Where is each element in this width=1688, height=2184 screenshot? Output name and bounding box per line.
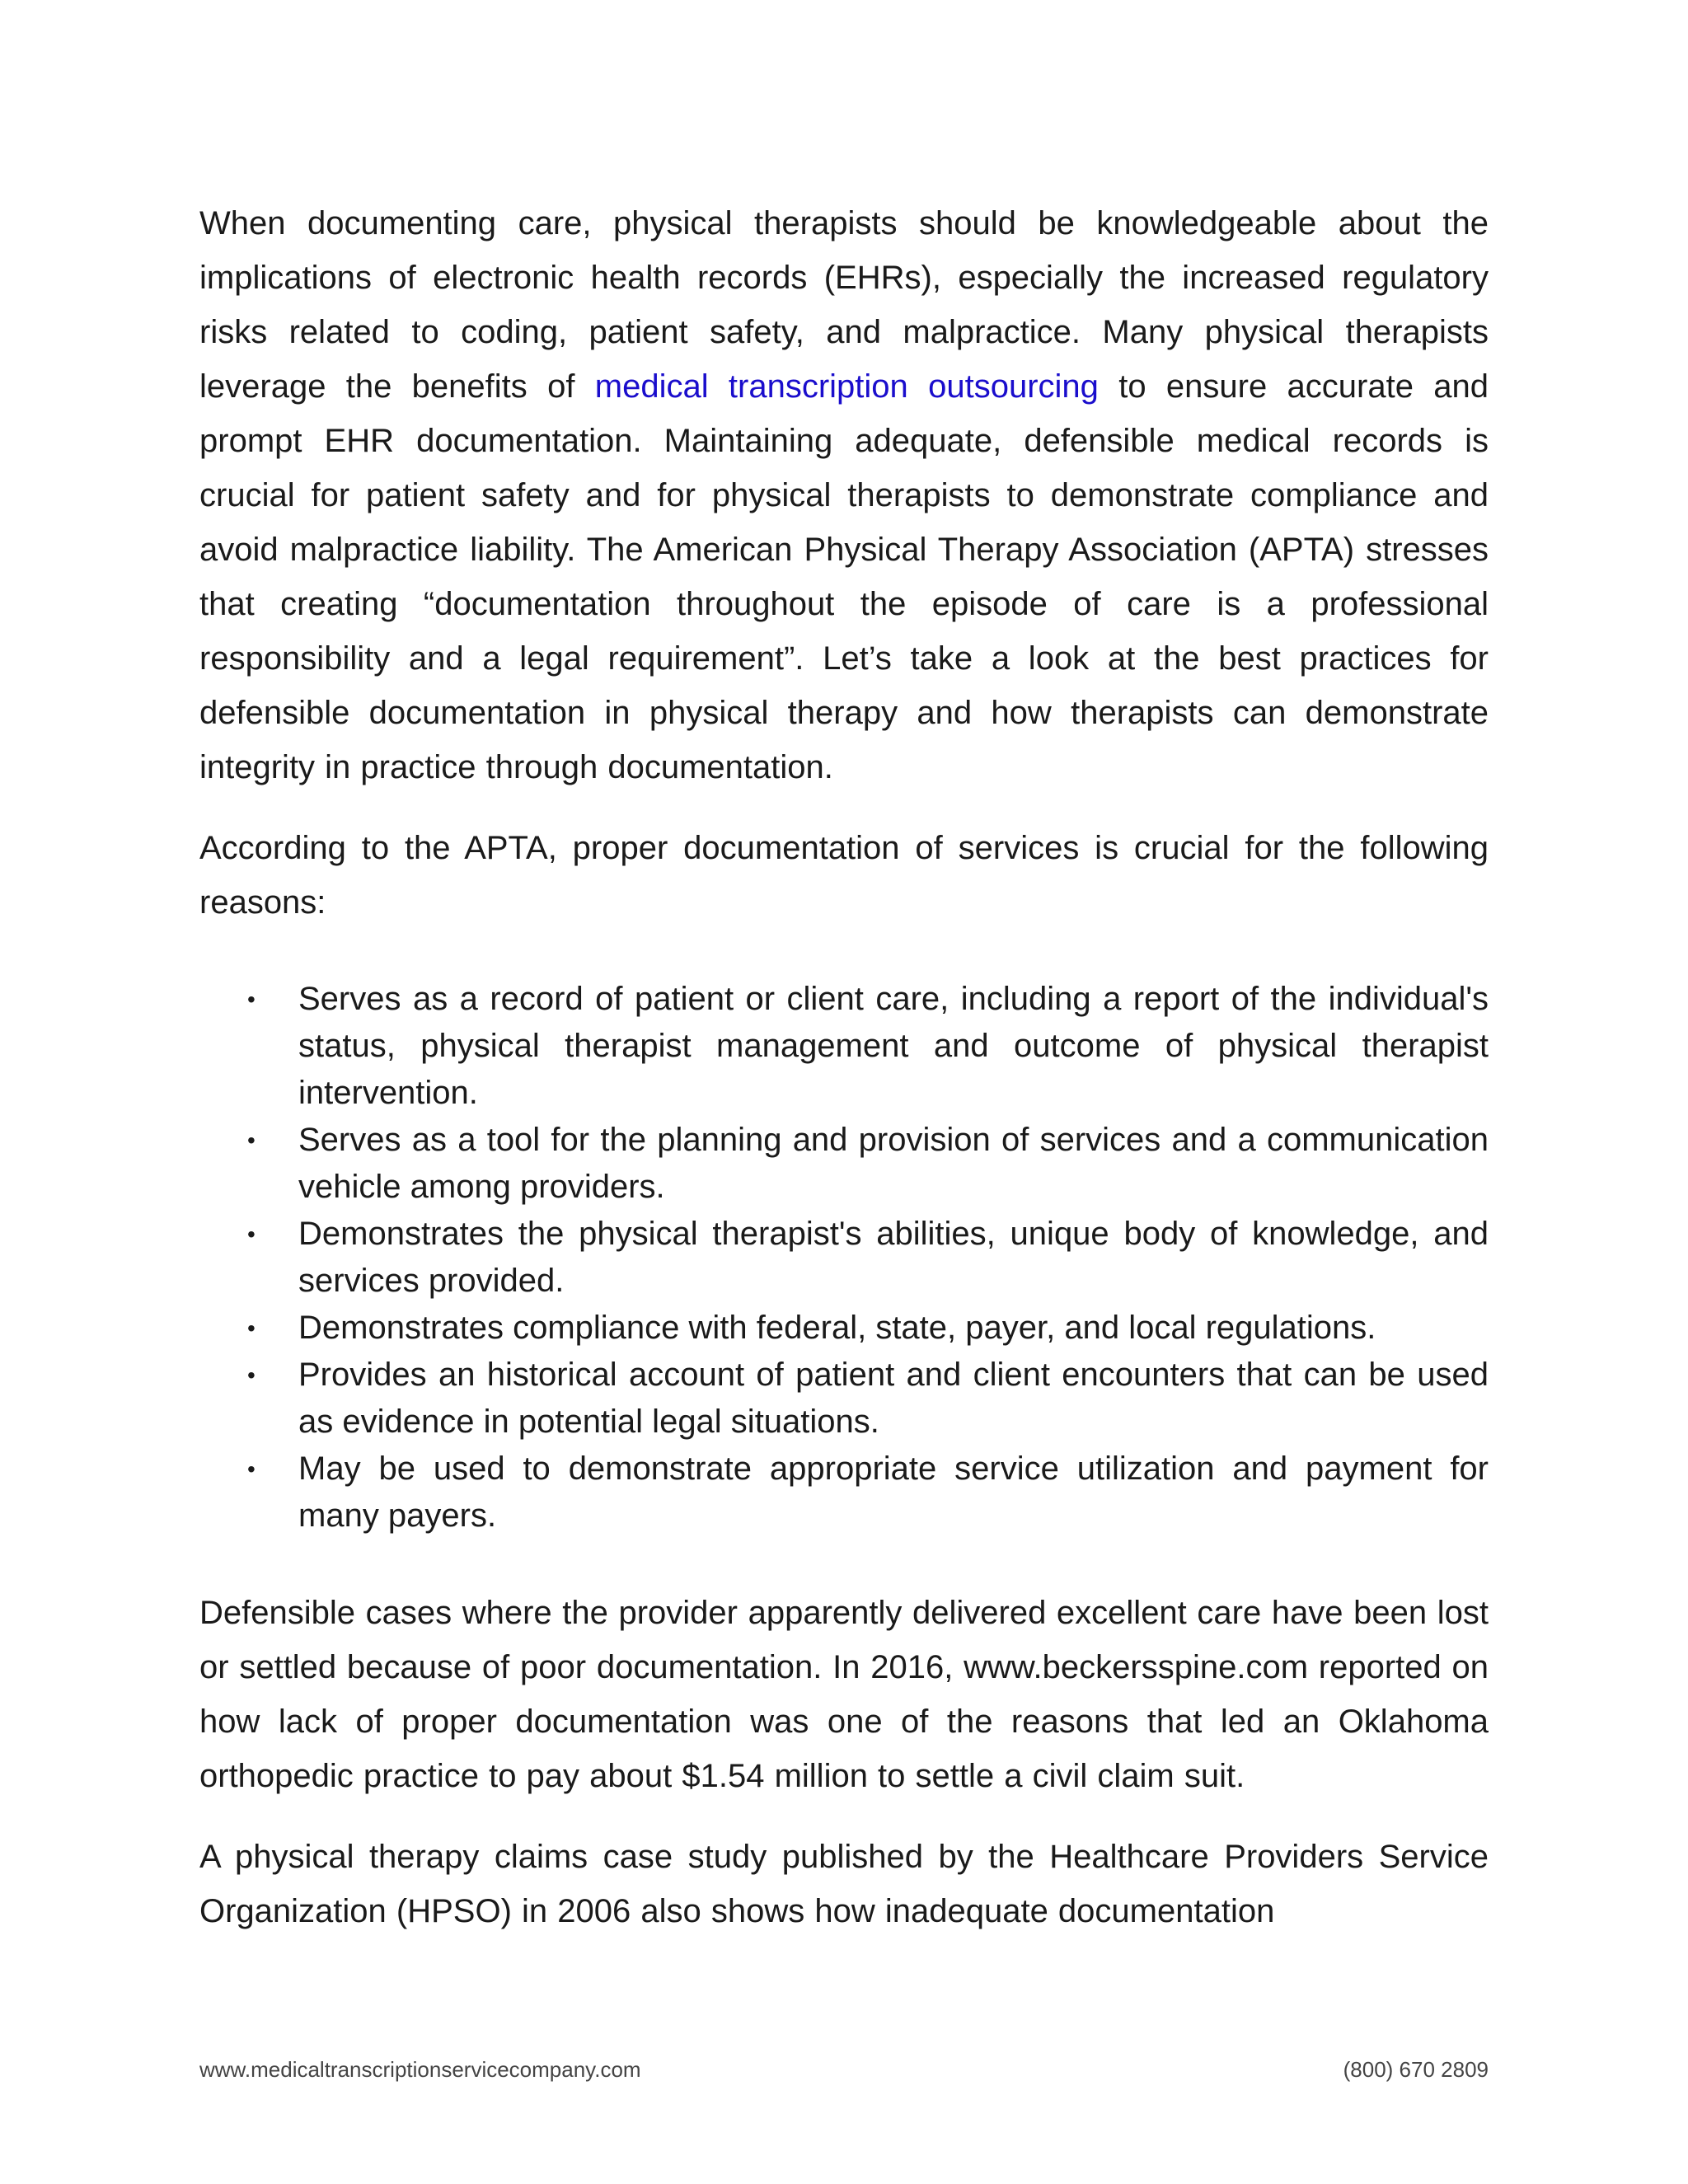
footer-website: www.medicaltranscriptionservicecompany.com bbox=[199, 2057, 641, 2082]
list-item bbox=[199, 1117, 1489, 1211]
bullet-icon: • bbox=[247, 987, 256, 1012]
list-item bbox=[199, 1211, 1489, 1305]
list-item bbox=[199, 1305, 1489, 1352]
list-item-text: Serves as a tool for the planning and provision of services and a communication vehicle among providers. bbox=[298, 1122, 1489, 1205]
medical-transcription-outsourcing-link[interactable]: medical transcription outsourcing bbox=[594, 368, 1099, 405]
hpso-case-study-paragraph: A physical therapy claims case study published by the Healthcare Providers Service Organization (HPSO) in 2006 also shows how inadequate documentation bbox=[199, 1839, 1489, 1929]
footer-phone: (800) 670 2809 bbox=[1343, 2057, 1489, 2082]
document-body bbox=[199, 196, 1489, 1938]
bullet-icon: • bbox=[247, 1127, 256, 1153]
intro-paragraph bbox=[199, 196, 1489, 794]
intro-text-before-link: When documenting care, physical therapists should be knowledgeable about the implications of electronic health records (EHRs), especially the increased regulatory risks related to coding, patient safety, and malpractice. Many physical therapists leverage the benefits of bbox=[199, 205, 1489, 405]
list-item-text: Demonstrates the physical therapist's abilities, unique body of knowledge, and services provided. bbox=[298, 1216, 1489, 1299]
list-item bbox=[199, 1352, 1489, 1446]
reasons-list bbox=[199, 976, 1489, 1540]
list-item-text: May be used to demonstrate appropriate service utilization and payment for many payers. bbox=[298, 1451, 1489, 1534]
bullet-icon: • bbox=[247, 1221, 256, 1247]
list-item-text: Demonstrates compliance with federal, state, payer, and local regulations. bbox=[298, 1310, 1376, 1346]
list-item-text: Serves as a record of patient or client care, including a report of the individual's status, physical therapist management and outcome of physical therapist intervention. bbox=[298, 981, 1489, 1111]
bullet-icon: • bbox=[247, 1315, 256, 1341]
list-item bbox=[199, 1446, 1489, 1540]
bullet-icon: • bbox=[247, 1362, 256, 1388]
page-footer bbox=[199, 2057, 1489, 2083]
list-item-text: Provides an historical account of patient and client encounters that can be used as evidence in potential legal situations. bbox=[298, 1357, 1489, 1440]
reasons-intro-paragraph: According to the APTA, proper documentation of services is crucial for the following reasons: bbox=[199, 830, 1489, 921]
defensible-cases-paragraph: Defensible cases where the provider apparently delivered excellent care have been lost or settled because of poor documentation. In 2016, www.beckersspine.com reported on how lack of proper documentation was one of the reasons that led an Oklahoma orthopedic practice to pay about $1.54 million to settle a civil claim suit. bbox=[199, 1595, 1489, 1794]
intro-text-after-link: to ensure accurate and prompt EHR documentation. Maintaining adequate, defensible medical records is crucial for patient safety and for physical therapists to demonstrate compliance and avoid malpractice liability. The American Physical Therapy Association (APTA) stresses that creating “documentation throughout the episode of care is a professional responsibility and a legal requirement”. Let’s take a look at the best practices for defensible documentation in physical therapy and how therapists can demonstrate integrity in practice through documentation. bbox=[199, 368, 1489, 785]
list-item bbox=[199, 976, 1489, 1117]
bullet-icon: • bbox=[247, 1456, 256, 1482]
